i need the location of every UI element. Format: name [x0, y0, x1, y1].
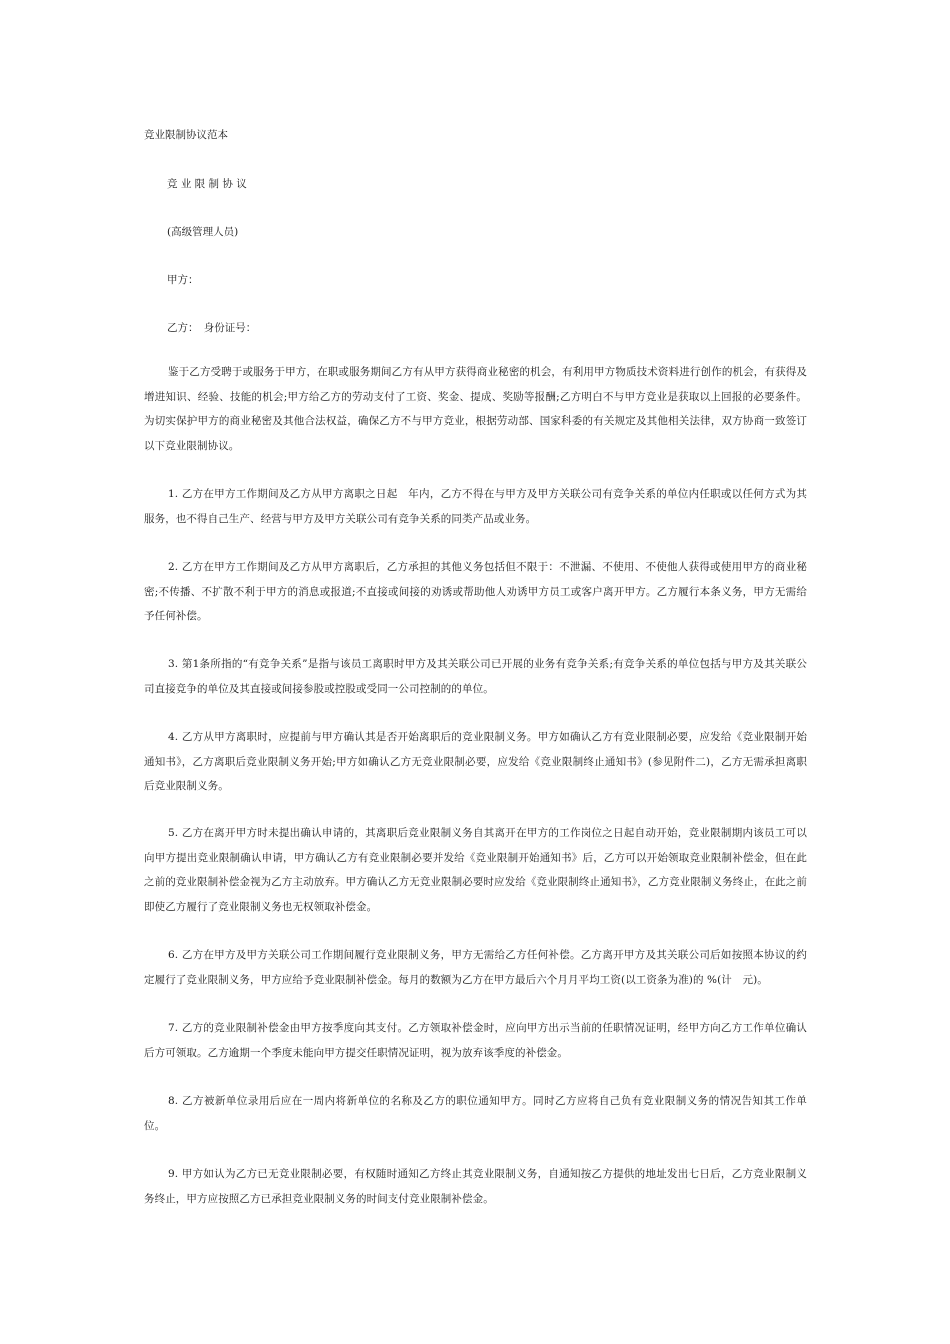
clause-3: 3. 第1条所指的“有竞争关系”是指与该员工离职时甲方及其关联公司已开展的业务有竞争关系;有竞争关系的单位包括与甲方及其关联公司直接竞争的单位及其直接或间接参股或控股或受同一公司控制的的单位。	[144, 658, 807, 695]
party-a-line: 甲方：	[167, 274, 199, 286]
clause-1: 1. 乙方在甲方工作期间及乙方从甲方离职之日起 年内，乙方不得在与甲方及甲方关联公司有竞争关系的单位内任职或以任何方式为其服务，也不得自己生产、经营与甲方及甲方关联公司有竞争关系的同类产品或业务。	[144, 488, 807, 525]
clause-2: 2. 乙方在甲方工作期间及乙方从甲方离职后，乙方承担的其他义务包括但不限于：不泄漏、不使用、不使他人获得或使用甲方的商业秘密;不传播、不扩散不利于甲方的消息或报道;不直接或间接的劝诱或帮助他人劝诱甲方员工或客户离开甲方。乙方履行本条义务，甲方无需给予任何补偿。	[144, 561, 807, 622]
clause-7: 7. 乙方的竞业限制补偿金由甲方按季度向其支付。乙方领取补偿金时，应向甲方出示当前的任职情况证明，经甲方向乙方工作单位确认后方可领取。乙方逾期一个季度未能向甲方提交任职情况证明，视为放弃该季度的补偿金。	[144, 1022, 807, 1059]
agreement-title: 竞 业 限 制 协 议	[167, 178, 247, 190]
clause-6: 6. 乙方在甲方及甲方关联公司工作期间履行竞业限制义务，甲方无需给乙方任何补偿。乙方离开甲方及其关联公司后如按照本协议的约定履行了竞业限制义务，甲方应给予竞业限制补偿金。每月的数额为乙方在甲方最后六个月月平均工资(以工资条为准)的 %(计 元)。	[144, 949, 807, 986]
clause-5: 5. 乙方在离开甲方时未提出确认申请的，其离职后竞业限制义务自其离开在甲方的工作岗位之日起自动开始，竞业限制期内该员工可以向甲方提出竞业限制确认申请，甲方确认乙方有竞业限制必要并发给《竞业限制开始通知书》后，乙方可以开始领取竞业限制补偿金，但在此之前的竞业限制补偿金视为乙方主动放弃。甲方确认乙方无竞业限制必要时应发给《竞业限制终止通知书》，乙方竞业限制义务终止，在此之前即使乙方履行了竞业限制义务也无权领取补偿金。	[144, 827, 807, 913]
agreement-subtitle: (高级管理人员)	[167, 226, 239, 238]
clause-9: 9. 甲方如认为乙方已无竞业限制必要，有权随时通知乙方终止其竞业限制义务，自通知按乙方提供的地址发出七日后，乙方竞业限制义务终止，甲方应按照乙方已承担竞业限制义务的时间支付竞业限制补偿金。	[144, 1168, 807, 1205]
clause-4: 4. 乙方从甲方离职时，应提前与甲方确认其是否开始离职后的竞业限制义务。甲方如确认乙方有竞业限制必要，应发给《竞业限制开始通知书》，乙方离职后竞业限制义务开始;甲方如确认乙方无竞业限制必要，应发给《竞业限制终止通知书》(参见附件二)，乙方无需承担离职后竞业限制义务。	[144, 731, 807, 792]
preamble-paragraph: 鉴于乙方受聘于或服务于甲方，在职或服务期间乙方有从甲方获得商业秘密的机会，有利用甲方物质技术资料进行创作的机会，有获得及增进知识、经验、技能的机会;甲方给乙方的劳动支付了工资、奖金、提成、奖励等报酬;乙方明白不与甲方竞业是获取以上回报的必要条件。为切实保护甲方的商业秘密及其他合法权益，确保乙方不与甲方竞业，根据劳动部、国家科委的有关规定及其他相关法律，双方协商一致签订以下竞业限制协议。	[144, 366, 807, 452]
document-heading: 竞业限制协议范本	[144, 129, 228, 141]
clause-8: 8. 乙方被新单位录用后应在一周内将新单位的名称及乙方的职位通知甲方。同时乙方应将自己负有竞业限制义务的情况告知其工作单位。	[144, 1095, 807, 1132]
party-b-line: 乙方： 身份证号：	[167, 322, 257, 334]
